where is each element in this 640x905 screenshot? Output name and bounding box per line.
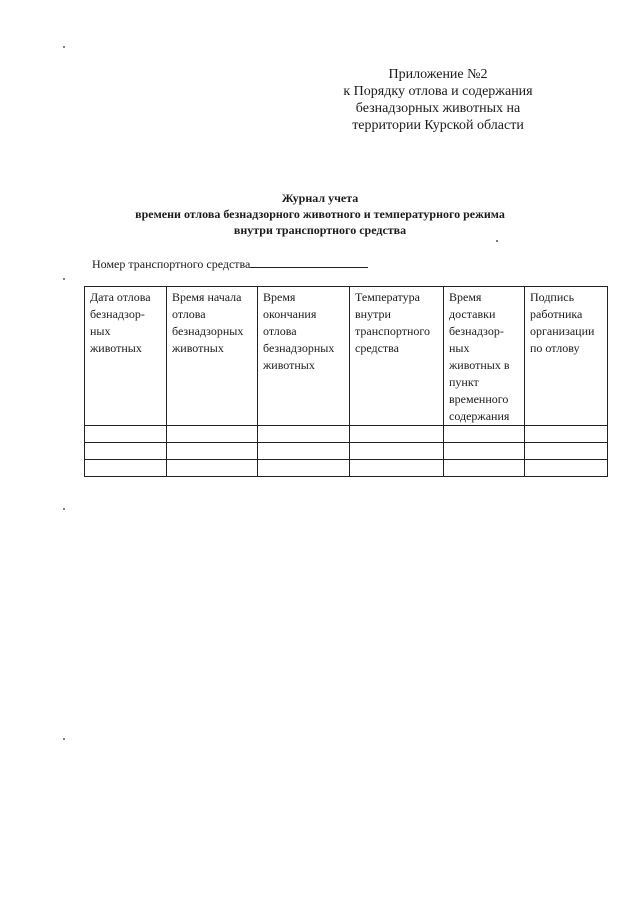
table-cell (85, 460, 167, 477)
column-header-capture-end: Время окончания отлова безнадзорных животных (258, 287, 350, 426)
journal-table (84, 286, 608, 477)
table-row (85, 426, 608, 443)
table-row (85, 460, 608, 477)
appendix-line: к Порядку отлова и содержания (343, 84, 533, 99)
table-cell (525, 460, 608, 477)
appendix-line: Приложение №2 (388, 67, 488, 82)
table-cell (350, 443, 444, 460)
appendix-header (308, 66, 568, 134)
table-cell (444, 426, 525, 443)
title-line: времени отлова безнадзорного животного и температурного режима (135, 207, 505, 221)
table-cell (350, 426, 444, 443)
appendix-line: территории Курской области (352, 118, 524, 133)
table-cell (525, 426, 608, 443)
table-row (85, 443, 608, 460)
table-cell (167, 460, 258, 477)
table-cell (167, 443, 258, 460)
table-cell (167, 426, 258, 443)
document-title (0, 190, 640, 238)
table-cell (525, 443, 608, 460)
table-header-row (85, 287, 608, 426)
column-header-capture-start: Время начала отлова безнадзорных животных (167, 287, 258, 426)
column-header-capture-date: Дата отлова безнадзор-ных животных (85, 287, 167, 426)
table-cell (350, 460, 444, 477)
table-cell (258, 443, 350, 460)
table-cell (85, 443, 167, 460)
scan-speck (63, 278, 65, 280)
scan-speck (63, 738, 65, 740)
vehicle-number-blank (250, 256, 368, 268)
vehicle-number-line (92, 256, 368, 272)
column-header-delivery-time: Время доставки безнадзор-ных животных в пункт временного содержания (444, 287, 525, 426)
scan-speck (63, 508, 65, 510)
title-line: Журнал учета (281, 191, 359, 205)
table-cell (444, 443, 525, 460)
scan-speck (63, 46, 65, 48)
title-line: внутри транспортного средства (233, 223, 407, 237)
column-header-signature: Подпись работника организации по отлову (525, 287, 608, 426)
table-cell (258, 460, 350, 477)
column-header-temperature: Температура внутри транспортного средства (350, 287, 444, 426)
appendix-line: безнадзорных животных на (355, 101, 521, 116)
vehicle-number-label: Номер транспортного средства (92, 257, 251, 271)
scan-speck (496, 240, 498, 242)
table-cell (258, 426, 350, 443)
table-cell (85, 426, 167, 443)
table-cell (444, 460, 525, 477)
